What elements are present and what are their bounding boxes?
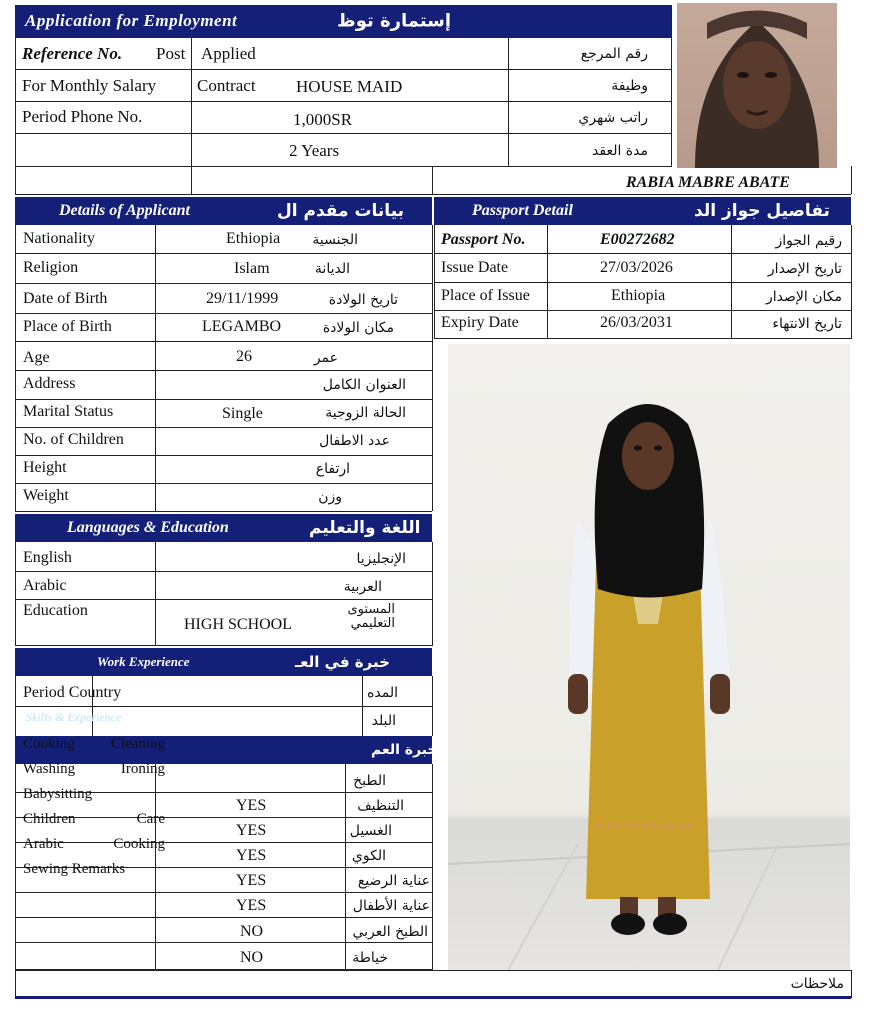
header-title-ar: إستمارة توظ (337, 10, 452, 32)
passport-header-en: Passport Detail (472, 202, 573, 219)
passport-header-ar: تفاصيل جواز الد (694, 201, 830, 221)
passport-label-place: Place of Issue (441, 287, 530, 304)
details-label-weight: Weight (23, 487, 69, 504)
skill-value-childcare: YES (236, 897, 267, 914)
details-ar-dob: تاريخ الولادة (328, 292, 398, 308)
skill-value-ironing: YES (236, 847, 267, 864)
details-label-age: Age (23, 349, 50, 366)
skill-ar-washing: الغسيل (349, 823, 392, 839)
passport-label-number: Passport No. (441, 231, 526, 248)
passport-value-expiry: 26/03/2031 (600, 314, 673, 331)
details-ar-marital: الحالة الزوجية (325, 405, 406, 421)
skill-value-arabic-cooking: NO (240, 923, 264, 940)
passport-ar-number: رقيم الجواز (775, 233, 842, 249)
skills-overlay (23, 732, 165, 882)
skill-value-cleaning: YES (236, 797, 267, 814)
header-band (15, 5, 671, 37)
skills-overlay-line: Washing Ironing (23, 761, 165, 777)
period-ar: مدة العقد (592, 143, 648, 159)
lang-label-education: Education (23, 602, 88, 619)
skills-overlay-line: Arabic Cooking (23, 836, 165, 852)
skill-ar-sewing: خياطة (352, 950, 388, 966)
details-ar-height: ارتفاع (315, 461, 350, 477)
contract-value: HOUSE MAID (296, 77, 403, 96)
languages-header-ar: اللغة والتعليم (309, 518, 421, 538)
details-label-religion: Religion (23, 259, 79, 276)
work-header-ar: خبرة في العـ (295, 653, 390, 671)
salary-ar: راتب شهري (578, 110, 648, 126)
details-ar-address: العنوان الكامل (322, 377, 406, 393)
skill-value-babysitting: YES (236, 872, 267, 889)
header-title-en: Application for Employment (25, 11, 238, 30)
salary-value: 1,000SR (293, 110, 353, 129)
details-label-dob: Date of Birth (23, 290, 108, 307)
details-ar-age: عمر (313, 350, 338, 366)
post-label: Post (156, 44, 186, 63)
details-label-nationality: Nationality (23, 230, 95, 247)
details-header-en: Details of Applicant (59, 202, 190, 219)
skill-ar-cleaning: التنظيف (357, 798, 404, 814)
languages-header-en: Languages & Education (67, 519, 229, 536)
skill-ar-childcare: عناية الأطفال (352, 898, 430, 914)
applicant-full-photo (448, 344, 850, 970)
skill-value-sewing: NO (240, 949, 264, 966)
reference-ar: رقم المرجع (580, 46, 648, 62)
skills-overlay-line: Sewing Remarks (23, 861, 126, 877)
languages-header (15, 514, 432, 542)
passport-value-number: E00272682 (600, 231, 675, 248)
details-ar-nationality: الجنسية (312, 232, 358, 248)
work-header (15, 648, 432, 676)
details-value-dob: 29/11/1999 (206, 290, 279, 307)
details-value-nationality: Ethiopia (226, 230, 281, 247)
applicant-headshot (677, 3, 837, 168)
work-period-ar: المده (367, 685, 398, 701)
period-phone-label: Period Phone No. (22, 107, 143, 126)
details-ar-children: عدد الاطفال (319, 433, 390, 449)
passport-label-expiry: Expiry Date (441, 314, 519, 331)
remarks-ar: ملاحظات (790, 976, 844, 992)
work-skills-faint: Skills & Experience (26, 710, 122, 724)
details-ar-religion: الديانة (314, 261, 350, 277)
lang-ar-english: الإنجليزيا (356, 551, 406, 567)
passport-ar-place: مكان الإصدار (766, 289, 842, 305)
passport-ar-issue-date: تاريخ الإصدار (767, 261, 842, 277)
passport-value-issue-date: 27/03/2026 (600, 259, 673, 276)
lang-value-education: HIGH SCHOOL (184, 616, 292, 633)
passport-label-issue-date: Issue Date (441, 259, 509, 276)
skill-ar-cooking: الطبخ (353, 773, 386, 789)
skill-value-washing: YES (236, 822, 267, 839)
lang-label-english: English (23, 549, 72, 566)
details-label-pob: Place of Birth (23, 318, 112, 335)
details-label-address: Address (23, 375, 76, 392)
details-value-pob: LEGAMBO (202, 318, 282, 335)
applied-label: Applied (201, 44, 256, 63)
reference-label: Reference No. (22, 44, 123, 63)
passport-header (434, 197, 851, 225)
skills-overlay-line: Babysitting (23, 786, 93, 802)
skills-header-ar: خبرة العم (371, 742, 438, 758)
passport-value-place: Ethiopia (611, 287, 666, 304)
details-value-religion: Islam (234, 260, 270, 277)
for-monthly-label: For Monthly Salary (22, 76, 157, 95)
work-header-en: Work Experience (97, 654, 190, 669)
details-header-ar: بيانات مقدم ال (277, 201, 405, 221)
passport-ar-expiry: تاريخ الانتهاء (772, 316, 842, 332)
details-ar-weight: وزن (318, 489, 342, 505)
lang-ar-education: المستوى التعليمي (347, 602, 395, 631)
contract-label: Contract (197, 76, 256, 95)
post-ar: وظيفة (611, 78, 648, 94)
details-label-height: Height (23, 459, 67, 476)
applicant-name: RABIA MABRE ABATE (626, 174, 790, 191)
work-country-ar: البلد (371, 713, 396, 729)
details-label-marital: Marital Status (23, 403, 114, 420)
lang-ar-arabic: العربية (343, 579, 382, 595)
skill-ar-babysitting: عناية الرضيع (357, 873, 430, 889)
skills-overlay-line: Children Care (23, 811, 165, 827)
lang-label-arabic: Arabic (23, 577, 67, 594)
skills-overlay-line: Cooking Cleaning (23, 736, 165, 752)
details-label-children: No. of Children (23, 431, 124, 448)
details-value-age: 26 (236, 348, 252, 365)
details-value-marital: Single (222, 405, 263, 422)
skill-ar-ironing: الكوي (351, 848, 386, 864)
details-ar-pob: مكان الولادة (322, 320, 394, 336)
skill-ar-arabic-cooking: الطبخ العربي (352, 924, 428, 940)
details-header (15, 197, 432, 225)
period-value: 2 Years (289, 141, 340, 160)
work-period-country: Period Country (23, 684, 122, 701)
